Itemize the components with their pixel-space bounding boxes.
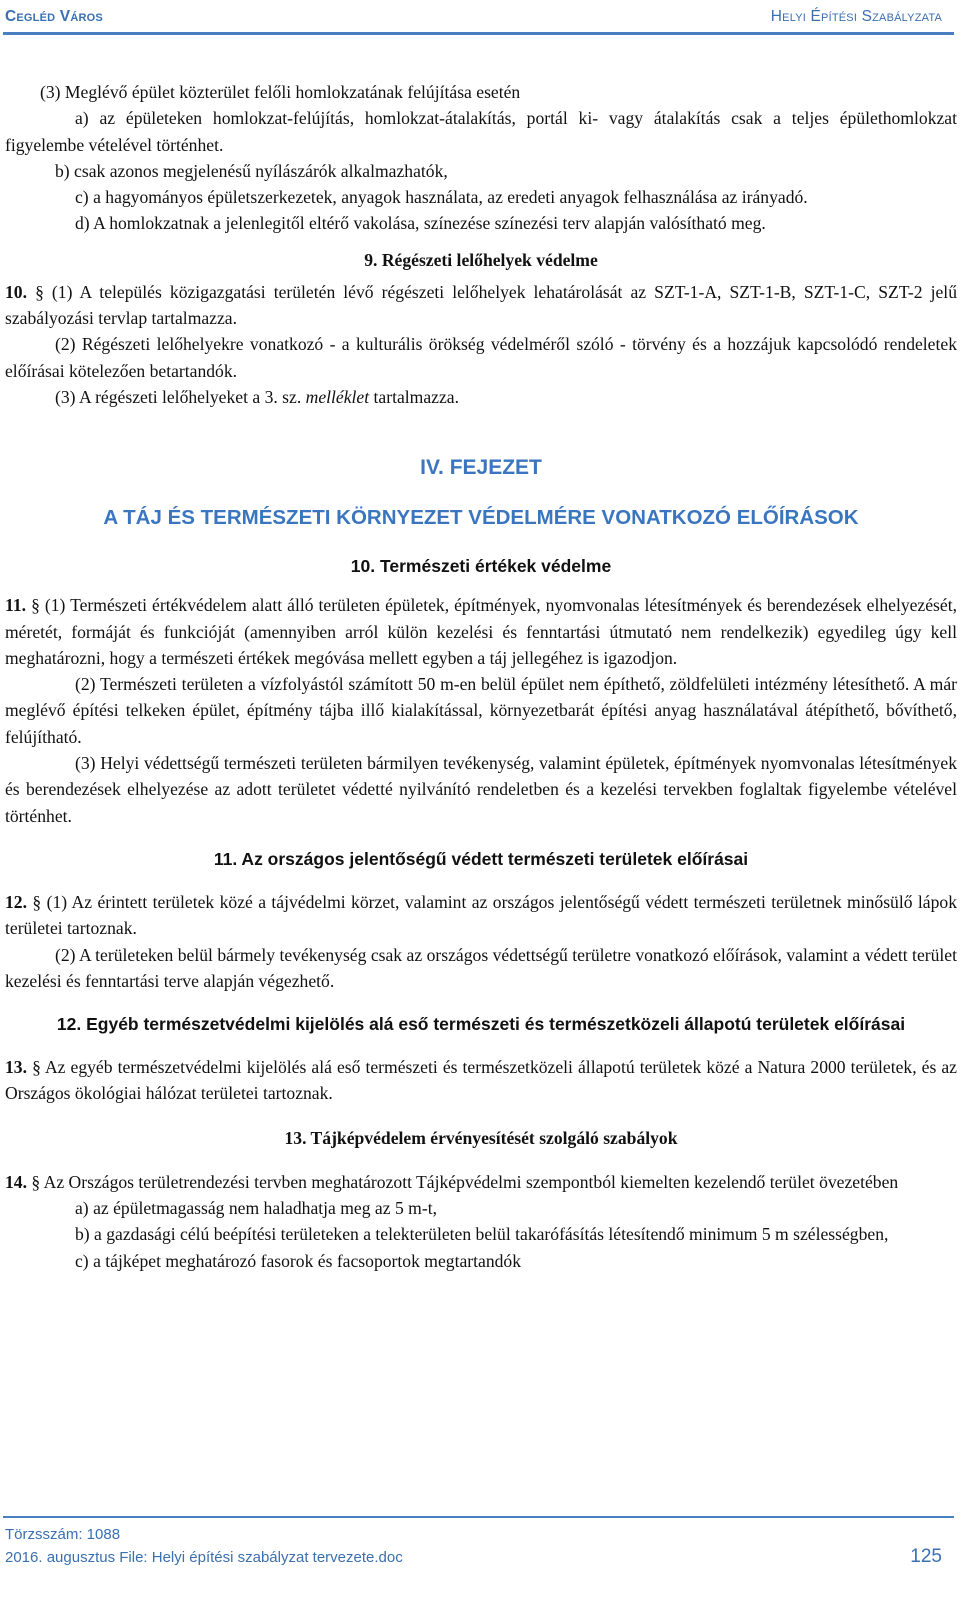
subheading-11: 11. Az országos jelentőségű védett természeti területek előírásai	[213, 848, 749, 869]
section-10-para3: (3) A régészeti lelőhelyeket a 3. sz. melléklet tartalmazza.	[55, 386, 459, 407]
header-city: Cegléd Város	[5, 8, 103, 25]
section-10-para2: (2) Régészeti lelőhelyekre vonatkozó - a kulturális örökség védelméről szóló - törvény és a hozzájuk kapcsolódó rendeletek előírásai kötelezően betartandók.	[5, 334, 957, 381]
section-11-para3: (3) Helyi védettségű természeti területen bármilyen tevékenység, valamint épületek, építmények nyomvonalas létesítmények és berendezések elhelyezése az adott területet védetté nyilvánító rendeletben és a kezelési tervekben foglaltak figyelembe vételével történhet.	[5, 753, 957, 826]
section-mark: §	[35, 281, 44, 302]
header-document-title: Helyi Építési Szabályzata	[770, 8, 942, 25]
section-number: 11.	[5, 595, 27, 616]
section-12-para2: (2) A területeken belül bármely tevékenység csak az országos védettségű területre vonatkozó előírások, valamint a védett terület kezelési és fenntartási terve alapján végezhető.	[5, 944, 957, 991]
subheading-13: 13. Tájképvédelem érvényesítését szolgáló szabályok	[284, 1127, 678, 1148]
footer-registry-number: Törzsszám: 1088	[5, 1526, 121, 1543]
footer-rule	[3, 1516, 954, 1518]
page-number: 125	[910, 1546, 942, 1567]
sec8-para3-b: b) csak azonos megjelenésű nyílászárók alkalmazhatók,	[55, 160, 448, 181]
section-mark: §	[32, 891, 42, 912]
section-mark: §	[31, 1171, 41, 1192]
section-number: 10.	[5, 281, 27, 302]
section-number: 13.	[5, 1057, 27, 1078]
sec8-para3-a: a) az épületeken homlokzat-felújítás, homlokzat-átalakítás, portál ki- vagy átalakítás csak a teljes épülethomlokzat figyelembe vételével történhet.	[5, 108, 957, 155]
section-11-para2: (2) Természeti területen a vízfolyástól számított 50 m-en belül épület nem építhető, zöldfelületi intézmény létesíthető. A már meglévő építési telkeken épület, építmény tájba illő kialakítással, környezetbarát építési anyag használatával átépíthető, bővíthető, felújítható.	[5, 674, 957, 747]
section-14-item-b: b) a gazdasági célú beépítési területeken a telekterületen belül takarófásítás létesítendő minimum 5 m szélességben,	[75, 1224, 889, 1245]
subheading-12: 12. Egyéb természetvédelmi kijelölés alá eső természeti és természetközeli állapotú területek előírásai	[56, 1014, 906, 1035]
footer-file-info: 2016. augusztus File: Helyi építési szabályzat tervezete.doc	[5, 1549, 403, 1566]
section-number: 14.	[5, 1171, 27, 1192]
sec8-para3-c: c) a hagyományos épületszerkezetek, anyagok használata, az eredeti anyagok felhasználása az irányadó.	[75, 187, 808, 208]
section-number: 12.	[5, 891, 27, 912]
section-12-para1: 12. § (1) Az érintett területek közé a tájvédelmi körzet, valamint az országos jelentőségű védett természeti területnek minősülő lápok területei tartoznak.	[5, 891, 958, 939]
subheading-9: 9. Régészeti lelőhelyek védelme	[364, 249, 598, 270]
section-13-para1: 13. § Az egyéb természetvédelmi kijelölés alá eső természeti és természetközeli állapotú területek közé a Natura 2000 területek, és az Országos ökológiai hálózat területei tartoznak.	[5, 1057, 957, 1104]
page-header	[0, 0, 960, 34]
sec8-para3-intro: (3) Meglévő épület közterület felőli homlokzatának felújítása esetén	[40, 82, 521, 102]
section-14-item-a: a) az épületmagasság nem haladhatja meg az 5 m-t,	[75, 1198, 437, 1219]
document-body	[5, 79, 957, 1274]
section-10-para1: 10. § (1) A település közigazgatási területén lévő régészeti lelőhelyek lehatárolását az SZT-1-A, SZT-1-B, SZT-1-C, SZT-2 jelű szabályozási tervlap tartalmazza.	[5, 281, 957, 329]
header-rule	[3, 32, 954, 35]
subheading-10: 10. Természeti értékek védelme	[350, 556, 612, 577]
section-mark: §	[31, 595, 40, 616]
chapter-number: IV. FEJEZET	[420, 456, 542, 480]
section-14-para1: 14. § Az Országos területrendezési tervben meghatározott Tájképvédelmi szempontból kiemelten kezelendő terület övezetében	[5, 1171, 899, 1192]
sec8-para3-d: d) A homlokzatnak a jelenlegitől eltérő vakolása, színezése színezési terv alapján valósítható meg.	[75, 213, 766, 234]
section-mark: §	[32, 1057, 41, 1078]
section-14-item-c: c) a tájképet meghatározó fasorok és facsoportok megtartandók	[75, 1250, 522, 1271]
section-11-para1: 11. § (1) Természeti értékvédelem alatt álló területen épületek, építmények, nyomvonalas létesítmények és berendezések elhelyezését, méretét, formáját és funkcióját (amennyiben arról külön kezelési és fenntartási útmutató nem rendelkezik) egyedileg úgy kell meghatározni, hogy a természeti értékek megóvása mellett egyben a táj jellegéhez is igazodjon.	[5, 595, 957, 668]
chapter-title: A TÁJ ÉS TERMÉSZETI KÖRNYEZET VÉDELMÉRE VONATKOZÓ ELŐÍRÁSOK	[103, 506, 859, 530]
annex-reference: melléklet	[305, 386, 370, 407]
